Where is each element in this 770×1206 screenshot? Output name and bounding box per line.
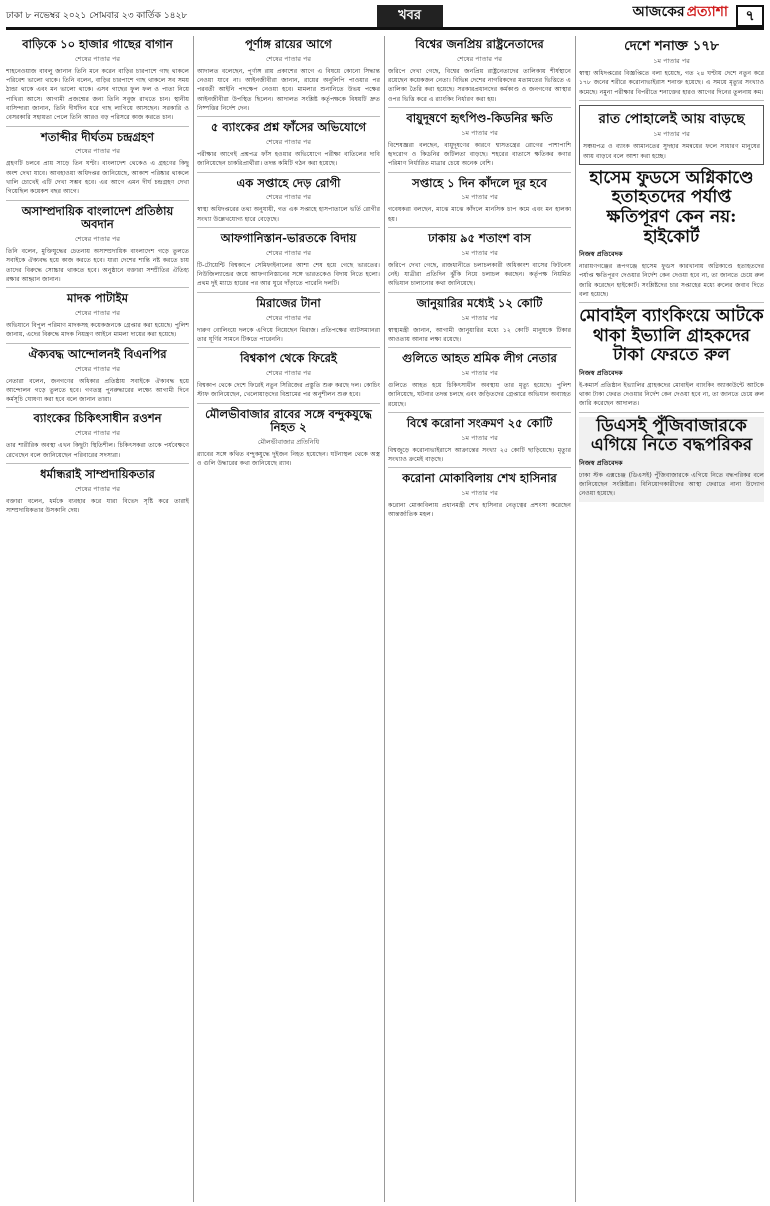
article-headline: গুলিতে আহত শ্রমিক লীগ নেতার [402, 351, 557, 366]
article-body: অভিযানে বিপুল পরিমাণ মাদকসহ কয়েকজনকে গ্রেপ্তার করা হয়েছে। পুলিশ জানায়, এদের বিরুদ্ধে মাদক নিয়ন্ত্রণ আইনে মামলা দায়ের করা হয়েছে। [6, 322, 189, 339]
article [6, 131, 189, 201]
column-3 [388, 36, 571, 1202]
article-byline: শেষের পাতার পর [265, 138, 311, 147]
article-byline: শেষের পাতার পর [265, 193, 311, 202]
article-byline: ১ম পাতার পর [653, 130, 690, 139]
article-headline: মোবাইল ব্যাংকিংয়ে আটকে থাকা ইভ্যালি গ্রাহকদের টাকা ফেরতে রুল [579, 306, 764, 366]
article-byline: শেষের পাতার পর [74, 309, 120, 318]
article [197, 121, 380, 172]
article-body: তিনি বলেন, মুক্তিযুদ্ধের চেতনায় অসাম্প্রদায়িক বাংলাদেশ গড়ে তুলতে সবাইকে ঐক্যবদ্ধ হয়ে কাজ করতে হবে। যারা দেশের শান্তি নষ্ট করতে চায় তাদের বিরুদ্ধে সোচ্চার থাকতে হবে। অনুষ্ঠানে বক্তারা সম্প্রীতির ঐতিহ্য রক্ষার আহ্বান জানান। [6, 248, 189, 284]
article-byline: ১ম পাতার পর [461, 128, 498, 137]
article-body: গুলিতে আহত হয়ে চিকিৎসাধীন অবস্থায় তার মৃত্যু হয়েছে। পুলিশ জানিয়েছে, ঘটনার তদন্ত চলছে এবং জড়িতদের গ্রেপ্তারে অভিযান অব্যাহত রয়েছে। [388, 381, 571, 408]
article-headline: পূর্ণাঙ্গ রায়ের আগে [245, 37, 332, 51]
article [6, 348, 189, 409]
article-byline: শেষের পাতার পর [456, 54, 502, 63]
article-body: সঞ্চয়পত্র ও ব্যাংক আমানতের সুদহার সমন্বয়ের ফলে সাধারণ মানুষের আয় বাড়বে বলে আশা করা হচ্ছে। [583, 143, 760, 160]
article [579, 307, 764, 413]
column-1 [6, 36, 189, 1202]
article [6, 38, 189, 127]
article [579, 105, 764, 165]
article-byline: ১ম পাতার পর [653, 57, 690, 66]
article-byline: শেষের পাতার পর [265, 313, 311, 322]
article [388, 352, 571, 413]
article-body: টি-টোয়েন্টি বিশ্বকাপে সেমিফাইনালের আশা শেষ হয়ে গেছে ভারতের। নিউজিল্যান্ডের জয়ে আফগানিস্তানের সঙ্গে ভারতকেও বিদায় নিতে হলো। প্রথম দুই ম্যাচে হারের পর আর ঘুরে দাঁড়াতে পারেনি দলটি। [197, 261, 380, 288]
article-headline: ধর্মান্ধরাই সাম্প্রদায়িকতার [40, 466, 155, 481]
article-body: জরিপে দেখা গেছে, রাজধানীতে চলাচলকারী অধিকাংশ বাসের ফিটনেস নেই। যাত্রীরা প্রতিদিন ঝুঁকি নিয়ে চলাচল করছেন। কর্তৃপক্ষ নিয়মিত অভিযান চালানোর কথা জানিয়েছে। [388, 261, 571, 288]
article [197, 177, 380, 228]
article-byline: শেষের পাতার পর [74, 364, 120, 373]
article-body: শাহনেওয়াজ বাবলু জানান তিনি মনে করেন বাড়ির চারপাশে গাছ থাকলে পরিবেশ ভালো থাকে। তিনি বলেন, বাড়ির চারপাশে গাছ থাকলে সব সময় ঠান্ডা থাকে এবং মন ভালো থাকে। এসব গাছের ফুল ফল ও পাতা নিয়ে পাখিরা আসে। আগামী প্রজন্মের জন্য তিনি সবুজ রাখতে চান। স্থানীয় বাসিন্দারা জানান, তিনি দীর্ঘদিন ধরে গাছ লাগিয়ে আসছেন। সরকারি ও বেসরকারি সহায়তা পেলে তিনি আরও বড় পরিসরে কাজ করতে চান। [6, 67, 189, 122]
article-body: স্বাস্থ্যমন্ত্রী জানান, আগামী জানুয়ারির মধ্যে ১২ কোটি মানুষকে টিকার আওতায় আনার লক্ষ্য রয়েছে। [388, 326, 571, 343]
article-headline: দেশে শনাক্ত ১৭৮ [624, 38, 719, 54]
paper-name-part1: আজকের [632, 4, 685, 20]
article [579, 417, 764, 502]
article-byline: নিজস্ব প্রতিবেদক [579, 458, 623, 467]
article-body: দারুণ বোলিংয়ে দলকে এগিয়ে নিয়েছেন মিরাজ। প্রতিপক্ষের ব্যাটসম্যানরা তার ঘূর্ণির সামনে টিকতে পারেননি। [197, 326, 380, 343]
article [388, 232, 571, 293]
article-headline: ঐক্যবদ্ধ আন্দোলনই বিএনপির [28, 346, 167, 361]
article-headline: বিশ্বকাপ থেকে ফিরেই [240, 351, 337, 366]
column-divider [575, 36, 576, 1202]
article [6, 292, 189, 343]
article-byline: শেষের পাতার পর [265, 368, 311, 377]
article-byline: ১ম পাতার পর [461, 368, 498, 377]
article-body: করোনা মোকাবিলায় প্রধানমন্ত্রী শেখ হাসিনার নেতৃত্বের প্রশংসা করেছেন আন্তর্জাতিক মহল। [388, 502, 571, 519]
column-divider [384, 36, 385, 1202]
article-body: গবেষকরা বলছেন, মাঝে মাঝে কাঁদলে মানসিক চাপ কমে এবং মন হালকা হয়। [388, 206, 571, 223]
article-headline: বায়ুদূষণে হৃৎপিণ্ড-কিডনির ক্ষতি [406, 110, 553, 125]
article-body: ই-কমার্স প্রতিষ্ঠান ইভ্যালির গ্রাহকদের মোবাইল ব্যাংকিং অ্যাকাউন্টে আটকে থাকা টাকা ফেরত দেওয়ার নির্দেশ কেন দেওয়া হবে না, তা জানতে চেয়ে রুল জারি করেছেন আদালত। [579, 381, 764, 408]
article [197, 408, 380, 472]
article [388, 417, 571, 468]
article-byline: নিজস্ব প্রতিবেদক [579, 368, 623, 377]
article [388, 38, 571, 108]
article-headline: রাত পোহালেই আয় বাড়ছে [598, 111, 745, 128]
article-body: নারায়ণগঞ্জের রূপগঞ্জে হাসেম ফুডস কারখানায় অগ্নিকাণ্ডে হতাহতদের পর্যাপ্ত ক্ষতিপূরণ দেওয়ার নির্দেশ কেন দেওয়া হবে না, তা জানতে চেয়ে রুল জারি করেছেন হাইকোর্ট। সংশ্লিষ্টদের চার সপ্তাহের মধ্যে রুলের জবাব দিতে বলা হয়েছে। [579, 263, 764, 298]
article-headline: সপ্তাহে ১ দিন কাঁদলে দূর হবে [412, 175, 547, 190]
article-body: তার শারীরিক অবস্থা এখন কিছুটা স্থিতিশীল। চিকিৎসকরা তাকে পর্যবেক্ষণে রেখেছেন বলে জানিয়েছেন পরিবারের সদস্যরা। [6, 442, 189, 459]
article [388, 472, 571, 522]
article-byline: শেষের পাতার পর [74, 54, 120, 63]
article-body: নেতারা বলেন, জনগণের অধিকার প্রতিষ্ঠায় সবাইকে ঐক্যবদ্ধ হয়ে আন্দোলন গড়ে তুলতে হবে। গণতন্ত্র পুনরুদ্ধারের লক্ষ্যে আগামী দিনে কর্মসূচি ঘোষণা করা হবে বলে জানান তারা। [6, 377, 189, 404]
article-headline: বিশ্বের জনপ্রিয় রাষ্ট্রনেতাদের [415, 37, 544, 51]
article-body: ঢাকা স্টক এক্সচেঞ্জ (ডিএসই) পুঁজিবাজারকে এগিয়ে নিতে বদ্ধপরিকর বলে জানিয়েছেন সংশ্লিষ্টরা। বিনিয়োগকারীদের আস্থা ফেরাতে নানা উদ্যোগ নেওয়া হয়েছে। [579, 471, 764, 498]
article-byline: শেষের পাতার পর [74, 429, 120, 438]
article-body: জরিপে দেখা গেছে, বিশ্বের জনপ্রিয় রাষ্ট্রনেতাদের তালিকায় শীর্ষস্থানে রয়েছেন কয়েকজন নেতা। বিভিন্ন দেশের নাগরিকদের মতামতের ভিত্তিতে এ তালিকা তৈরি করা হয়েছে। সরকারপ্রধানদের কর্মকাণ্ড ও জনগণের আস্থার ওপর ভিত্তি করে এ র‌্যাংকিং নির্ধারণ করা হয়। [388, 67, 571, 103]
article [6, 205, 189, 289]
article [197, 297, 380, 348]
article-headline: বিশ্বে করোনা সংক্রমণ ২৫ কোটি [406, 415, 553, 430]
article-byline: শেষের পাতার পর [74, 484, 120, 493]
article-body: র‌্যাবের সঙ্গে কথিত বন্দুকযুদ্ধে দুইজন নিহত হয়েছেন। ঘটনাস্থল থেকে অস্ত্র ও গুলি উদ্ধারের কথা জানিয়েছে র‌্যাব। [197, 451, 380, 468]
article-body: পরীক্ষার আগেই প্রশ্নপত্র ফাঁস হওয়ার অভিযোগে পরীক্ষা বাতিলের দাবি জানিয়েছেন চাকরিপ্রার্থীরা। তদন্ত কমিটি গঠন করা হয়েছে। [197, 151, 380, 168]
article-byline: ১ম পাতার পর [461, 489, 498, 498]
article [388, 112, 571, 173]
article-headline: মৌলভীবাজার রাবের সঙ্গে বন্দুকযুদ্ধে নিহত ২ [205, 406, 372, 435]
column-divider [193, 36, 194, 1202]
article-byline: ১ম পাতার পর [461, 193, 498, 202]
article-headline: অসাম্প্রদায়িক বাংলাদেশ প্রতিষ্ঠায় অবদান [21, 203, 174, 232]
article [197, 352, 380, 403]
article-byline: নিজস্ব প্রতিবেদক [579, 250, 623, 259]
article-headline: এক সপ্তাহে দেড় রোগী [236, 175, 341, 190]
article-body: বিশেষজ্ঞরা বলছেন, বায়ুদূষণের কারণে শ্বাসতন্ত্রের রোগের পাশাপাশি হৃদরোগ ও কিডনির জটিলতা বাড়ছে। শহরের বাতাসে ক্ষতিকর কণার পরিমাণ নির্ধারিত মাত্রার চেয়ে অনেক বেশি। [388, 141, 571, 168]
section-label: খবর [377, 5, 443, 27]
column-4 [579, 36, 764, 1202]
article-byline: শেষের পাতার পর [265, 54, 311, 63]
article-byline: ১ম পাতার পর [461, 248, 498, 257]
article-headline: জানুয়ারির মধ্যেই ১২ কোটি [416, 295, 543, 310]
article-headline: আফগানিস্তান-ভারতকে বিদায় [220, 231, 357, 246]
article-body: স্বাস্থ্য অধিদপ্তরের তথ্য অনুযায়ী, গত এক সপ্তাহে হাসপাতালে ভর্তি রোগীর সংখ্যা উল্লেখযোগ্য হারে বেড়েছে। [197, 206, 380, 223]
column-2 [197, 36, 380, 1202]
article-headline: হাসেম ফুডসে অগ্নিকাণ্ডে হতাহতদের পর্যাপ্ত ক্ষতিপূরণ কেন নয়: হাইকোর্ট [589, 167, 754, 247]
article [388, 177, 571, 228]
masthead [6, 4, 764, 30]
article-headline: ডিএসই পুঁজিবাজারকে এগিয়ে নিতে বদ্ধপরিকর [590, 415, 753, 456]
article [6, 412, 189, 463]
article [6, 468, 189, 518]
article [388, 297, 571, 348]
article-headline: মাদক পাটাইম [67, 291, 128, 306]
dateline: ঢাকা ৮ নভেম্বর ২০২১ সোমবার ২৩ কার্তিক ১৪২৮ [6, 11, 188, 21]
article-body: আদালত বলেছেন, পূর্ণাঙ্গ রায় প্রকাশের আগে এ বিষয়ে কোনো সিদ্ধান্ত নেওয়া যাবে না। আইনজীবীরা জানান, রায়ের অনুলিপি পাওয়ার পর পরবর্তী আইনি পদক্ষেপ নেওয়া হবে। মামলার শুনানিতে উভয় পক্ষের আইনজীবীরা উপস্থিত ছিলেন। আদালত সংশ্লিষ্ট কর্তৃপক্ষকে বিষয়টি দ্রুত নিষ্পত্তির নির্দেশ দেন। [197, 67, 380, 112]
article-byline: শেষের পাতার পর [265, 248, 311, 257]
article-headline: শতাব্দীর দীর্ঘতম চন্দ্রগ্রহণ [40, 129, 155, 144]
article-headline: করোনা মোকাবিলায় শেখ হাসিনার [402, 471, 557, 486]
article-byline: ১ম পাতার পর [461, 433, 498, 442]
paper-name [633, 0, 728, 27]
article-body: গ্রহণটি চলবে প্রায় সাড়ে তিন ঘণ্টা। বাংলাদেশ থেকেও এ গ্রহণের কিছু অংশ দেখা যাবে। আবহাওয়া অধিদপ্তর জানিয়েছে, আকাশ পরিষ্কার থাকলে খালি চোখেই এটি দেখা সম্ভব হবে। এর আগে এমন দীর্ঘ চন্দ্রগ্রহণ দেখা গিয়েছিল কয়েকশ বছর আগে। [6, 160, 189, 196]
article-byline: শেষের পাতার পর [74, 147, 120, 156]
article-body: স্বাস্থ্য অধিদপ্তরের বিজ্ঞপ্তিতে বলা হয়েছে, গত ২৪ ঘণ্টায় দেশে নতুন করে ১৭৮ জনের শরীরে করোনাভাইরাস শনাক্ত হয়েছে। এ সময়ে মৃত্যুর সংখ্যাও কমেছে। নমুনা পরীক্ষার বিপরীতে শনাক্তের হারও আগের দিনের তুলনায় কম। [579, 70, 764, 96]
article-headline: মিরাজের টানা [256, 295, 321, 310]
article [197, 232, 380, 293]
article-byline: মৌলভীবাজার প্রতিনিধি [257, 438, 320, 447]
page-number: ৭ [736, 5, 764, 27]
article-headline: ব্যাংকের চিকিৎসাধীন রওশন [33, 411, 162, 426]
article-headline: ঢাকায় ৯৫ শতাংশ বাস [428, 231, 531, 246]
article-body: বক্তারা বলেন, ধর্মকে ব্যবহার করে যারা বিভেদ সৃষ্টি করে তারাই সাম্প্রদায়িকতার উসকানি দেয়। [6, 497, 189, 514]
article-headline: ৫ ব্যাংকের প্রশ্ন ফাঁসের অভিযোগে [210, 120, 367, 135]
article [579, 169, 764, 303]
article [197, 38, 380, 117]
paper-name-part2: প্রত্যাশা [686, 4, 728, 20]
article [579, 38, 764, 101]
article-body: বিশ্বকাপ থেকে দেশে ফিরেই নতুন সিরিজের প্রস্তুতি শুরু করছে দল। কোচিং স্টাফ জানিয়েছেন, খেলোয়াড়দের বিশ্রামের পর অনুশীলন শুরু হবে। [197, 381, 380, 399]
article-body: বিশ্বজুড়ে করোনাভাইরাসে আক্রান্তের সংখ্যা ২৫ কোটি ছাড়িয়েছে। মৃত্যুর সংখ্যাও ক্রমেই বাড়ছে। [388, 446, 571, 463]
article-byline: শেষের পাতার পর [74, 235, 120, 244]
article-byline: ১ম পাতার পর [461, 313, 498, 322]
article-headline: বাড়িকে ১০ হাজার গাছের বাগান [22, 37, 173, 51]
